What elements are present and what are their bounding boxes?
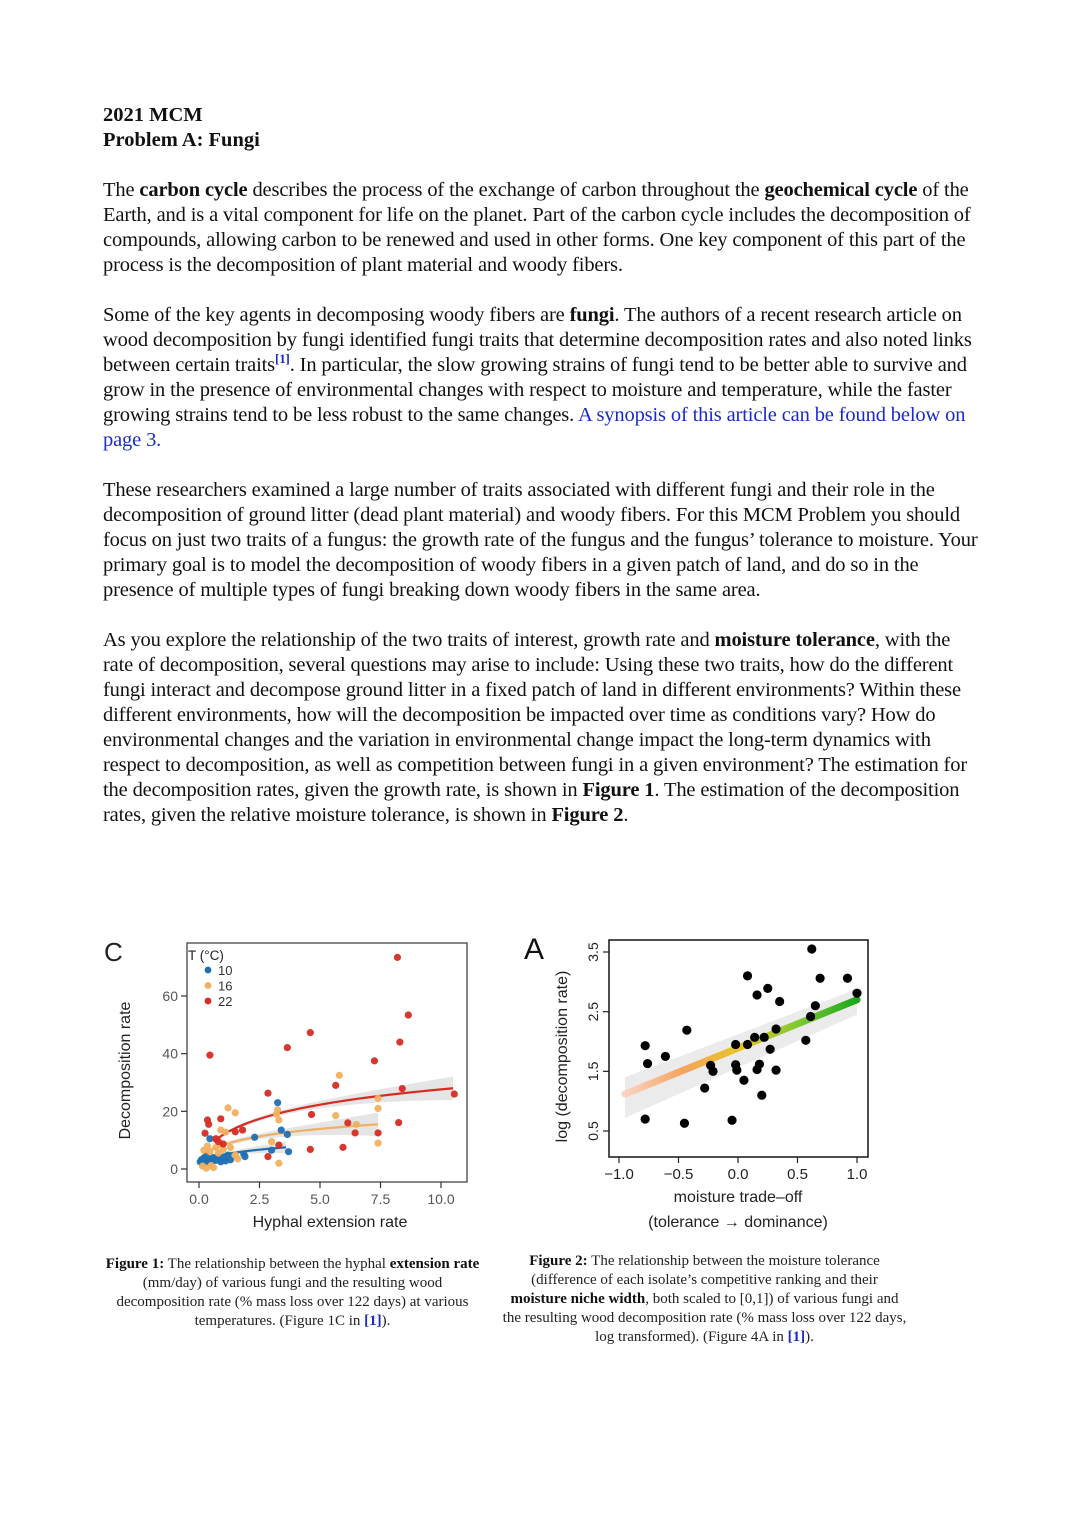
data-point	[731, 1040, 740, 1049]
data-point	[843, 974, 852, 983]
data-point-22	[220, 1140, 227, 1147]
data-point	[641, 1041, 650, 1050]
document-year-title: 2021 MCM	[103, 104, 203, 126]
data-point-22	[239, 1126, 246, 1133]
figure-2	[515, 925, 895, 1240]
paragraph-fungi-agents	[103, 303, 983, 453]
data-point-16	[374, 1105, 381, 1112]
data-point-16	[206, 1148, 213, 1155]
synopsis-link[interactable]: A synopsis of this article can be found below on page 3.	[103, 404, 966, 451]
bold-term: moisture tolerance	[714, 629, 875, 651]
data-point-22	[307, 1029, 314, 1036]
text-run: The	[103, 179, 140, 201]
legend-label: 22	[218, 994, 233, 1009]
text-run: . In particular, the slow growing strains of fungi tend to be better able to survive and grow in the presence of environmental changes with respect to moisture and temperature, while the faster growing strains tend to be less robust to the same changes.	[103, 354, 967, 426]
legend-title: T (°C)	[188, 948, 224, 963]
data-point-16	[374, 1095, 381, 1102]
data-point	[682, 1026, 691, 1035]
data-point-22	[201, 1130, 208, 1137]
data-point-22	[371, 1057, 378, 1064]
bold-term: fungi	[569, 304, 615, 326]
data-point-10	[268, 1147, 275, 1154]
data-point-10	[285, 1148, 292, 1155]
x-tick-label: −1.0	[604, 1166, 634, 1183]
data-point-16	[268, 1138, 275, 1145]
text-run: ).	[381, 1313, 391, 1329]
bold-term: moisture niche width	[510, 1291, 646, 1307]
data-point-16	[232, 1109, 239, 1116]
text-run: , both scaled to [0,1]) of various fungi and the resulting wood decomposition rate (% mass loss over 122 days, log transformed). (Figure 4A in	[502, 1291, 907, 1345]
data-point-16	[374, 1139, 381, 1146]
text-run: As you explore the relationship of the two traits of interest, growth rate and	[103, 629, 715, 651]
document-page	[103, 103, 983, 828]
data-point	[757, 1091, 766, 1100]
data-point-22	[205, 1121, 212, 1128]
x-tick-label: 0.0	[189, 1191, 209, 1207]
data-point-10	[241, 1153, 248, 1160]
figure-2-reference: Figure 2	[551, 804, 624, 826]
y-axis-label: Decomposition rate	[117, 1001, 134, 1140]
x-axis-sublabel: (tolerance → dominance)	[648, 1214, 828, 1231]
y-tick-label: 0.5	[585, 1121, 601, 1141]
data-point-16	[275, 1160, 282, 1167]
y-axis-label: log (decomposition rate)	[554, 970, 571, 1143]
x-tick-label: 10.0	[427, 1191, 455, 1207]
data-point-16	[227, 1144, 234, 1151]
legend-marker-10	[205, 967, 212, 974]
data-point	[661, 1052, 670, 1061]
data-point-16	[224, 1104, 231, 1111]
data-point-22	[275, 1141, 282, 1148]
data-point-22	[308, 1111, 315, 1118]
data-point-16	[274, 1106, 281, 1113]
data-point-22	[374, 1129, 381, 1136]
legend-label: 10	[218, 963, 233, 978]
data-point-22	[264, 1153, 271, 1160]
data-point-22	[284, 1044, 291, 1051]
data-point-22	[395, 1119, 402, 1126]
citation-link[interactable]: [1]	[275, 351, 290, 367]
data-point-10	[251, 1134, 258, 1141]
text-run: Some of the key agents in decomposing woody fibers are	[103, 304, 570, 326]
bold-term: carbon cycle	[139, 179, 248, 201]
y-tick-label: 60	[162, 988, 178, 1004]
data-point	[641, 1114, 650, 1123]
data-point-22	[307, 1146, 314, 1153]
paragraph-research-traits: These researchers examined a large number of traits associated with different fungi and their role in the decomposition of ground litter (dead plant material) and woody fibers. For this MCM Problem you should focus on just two traits of a fungus: the growth rate of the fungus and the fungus’ tolerance to moisture. Your primary goal is to model the decomposition of woody fibers in a given patch of land, and do so in the presence of multiple types of fungi breaking down woody fibers in the same area.	[103, 479, 978, 601]
text-run: ).	[805, 1329, 814, 1345]
data-point-22	[396, 1039, 403, 1046]
data-point-16	[210, 1164, 217, 1171]
data-point	[755, 1060, 764, 1069]
data-point	[760, 1033, 769, 1042]
legend-marker-16	[205, 982, 212, 989]
data-point-10	[278, 1126, 285, 1133]
panel-label: A	[524, 933, 545, 966]
data-point	[771, 1024, 780, 1033]
data-point	[752, 990, 761, 999]
data-point-22	[405, 1011, 412, 1018]
caption-label: Figure 1:	[105, 1256, 165, 1272]
problem-title: Problem A: Fungi	[103, 129, 260, 151]
text-run: . The authors of a recent research article on wood decomposition by fungi identified fungi traits that determine decomposition rates and also noted links between certain traits	[103, 304, 972, 376]
data-point-16	[353, 1121, 360, 1128]
data-point-16	[336, 1072, 343, 1079]
data-point-22	[232, 1128, 239, 1135]
bold-term: geochemical cycle	[764, 179, 918, 201]
paragraph-questions	[103, 628, 983, 828]
data-point	[806, 1012, 815, 1021]
data-point-16	[275, 1116, 282, 1123]
text-run: of the Earth, and is a vital component for life on the planet. Part of the carbon cycle includes the decomposition of compounds, allowing carbon to be renewed and used in other forms. One key component of this part of the process is the decomposition of plant material and woody fibers.	[103, 179, 971, 276]
y-tick-label: 0	[170, 1161, 178, 1177]
data-point-22	[394, 954, 401, 961]
data-point-22	[339, 1144, 346, 1151]
citation-link[interactable]: [1]	[364, 1313, 382, 1329]
caption-label: Figure 2:	[529, 1253, 588, 1269]
figure-1-chart	[100, 928, 485, 1243]
y-tick-label: 3.5	[585, 942, 601, 962]
figure-1-reference: Figure 1	[582, 779, 655, 801]
y-tick-label: 2.5	[585, 1001, 601, 1022]
text-run: The relationship between the hyphal	[164, 1256, 390, 1272]
paragraph-carbon-cycle	[103, 178, 983, 278]
data-point-10	[284, 1131, 291, 1138]
data-point	[816, 974, 825, 983]
x-tick-label: 5.0	[310, 1191, 330, 1207]
text-run: , with the rate of decomposition, several questions may arise to include: Using these two traits, how do the different fungi interact and decompose ground litter in a fixed patch of land in different environments? Within these different environments, how will the decomposition be impacted over time as conditions vary? How do environmental changes and the variation in environmental change impact the long-term dynamics with respect to decomposition, as well as competition between fungi in a given environment? The estimation for the decomposition rates, given the growth rate, is shown in	[103, 629, 967, 801]
data-point-22	[351, 1129, 358, 1136]
data-point	[643, 1059, 652, 1068]
figure-2-caption	[502, 1252, 907, 1347]
x-tick-label: 2.5	[249, 1191, 270, 1207]
data-point-16	[234, 1155, 241, 1162]
text-run: (mm/day) of various fungi and the resulting wood decomposition rate (% mass loss over 122 days) at various temperatures. (Figure 1C in	[116, 1275, 469, 1329]
figure-1-caption	[100, 1255, 485, 1331]
data-point	[750, 1033, 759, 1042]
data-point-22	[332, 1082, 339, 1089]
y-tick-label: 1.5	[585, 1061, 601, 1082]
data-point-22	[206, 1052, 213, 1059]
y-tick-label: 20	[162, 1103, 178, 1120]
data-point-10	[274, 1099, 281, 1106]
legend-label: 16	[218, 978, 233, 994]
data-point-22	[217, 1115, 224, 1122]
x-tick-label: −0.5	[663, 1166, 694, 1183]
x-tick-label: 0.0	[727, 1166, 749, 1183]
data-point	[680, 1119, 689, 1128]
data-point-16	[332, 1112, 339, 1119]
data-point-22	[399, 1085, 406, 1092]
x-tick-label: 1.0	[846, 1166, 868, 1183]
citation-link[interactable]: [1]	[787, 1329, 806, 1345]
text-run: The relationship between the moisture tolerance (difference of each isolate’s competitive ranking and their	[531, 1253, 880, 1288]
data-point	[801, 1036, 810, 1045]
data-point-16	[222, 1128, 229, 1135]
figure-1	[100, 928, 485, 1243]
panel-label: C	[104, 937, 123, 967]
x-tick-label: 0.5	[787, 1166, 808, 1183]
y-tick-label: 40	[162, 1045, 178, 1062]
figure-2-chart	[515, 925, 895, 1240]
data-point-22	[344, 1119, 351, 1126]
bold-term: extension rate	[389, 1256, 480, 1272]
data-point	[811, 1001, 820, 1010]
text-run: describes the process of the exchange of carbon throughout the	[247, 179, 765, 201]
x-axis-label: Hyphal extension rate	[252, 1214, 408, 1231]
text-run: . The estimation of the decomposition rates, given the relative moisture tolerance, is shown in	[103, 779, 960, 826]
data-point-22	[451, 1090, 458, 1097]
data-point	[763, 984, 772, 993]
data-point	[771, 1066, 780, 1075]
data-point	[708, 1067, 717, 1076]
data-point	[743, 1040, 752, 1049]
data-point	[732, 1066, 741, 1075]
data-point	[727, 1116, 736, 1125]
data-point	[852, 989, 861, 998]
text-run: .	[623, 804, 629, 826]
data-point-22	[264, 1090, 271, 1097]
x-axis-label: moisture trade–off	[673, 1189, 803, 1206]
data-point	[700, 1083, 709, 1092]
data-point	[766, 1045, 775, 1054]
x-tick-label: 7.5	[370, 1191, 391, 1207]
legend-marker-22	[205, 998, 212, 1005]
data-point	[775, 997, 784, 1006]
data-point	[807, 944, 816, 953]
data-point	[743, 971, 752, 980]
data-point	[739, 1076, 748, 1085]
